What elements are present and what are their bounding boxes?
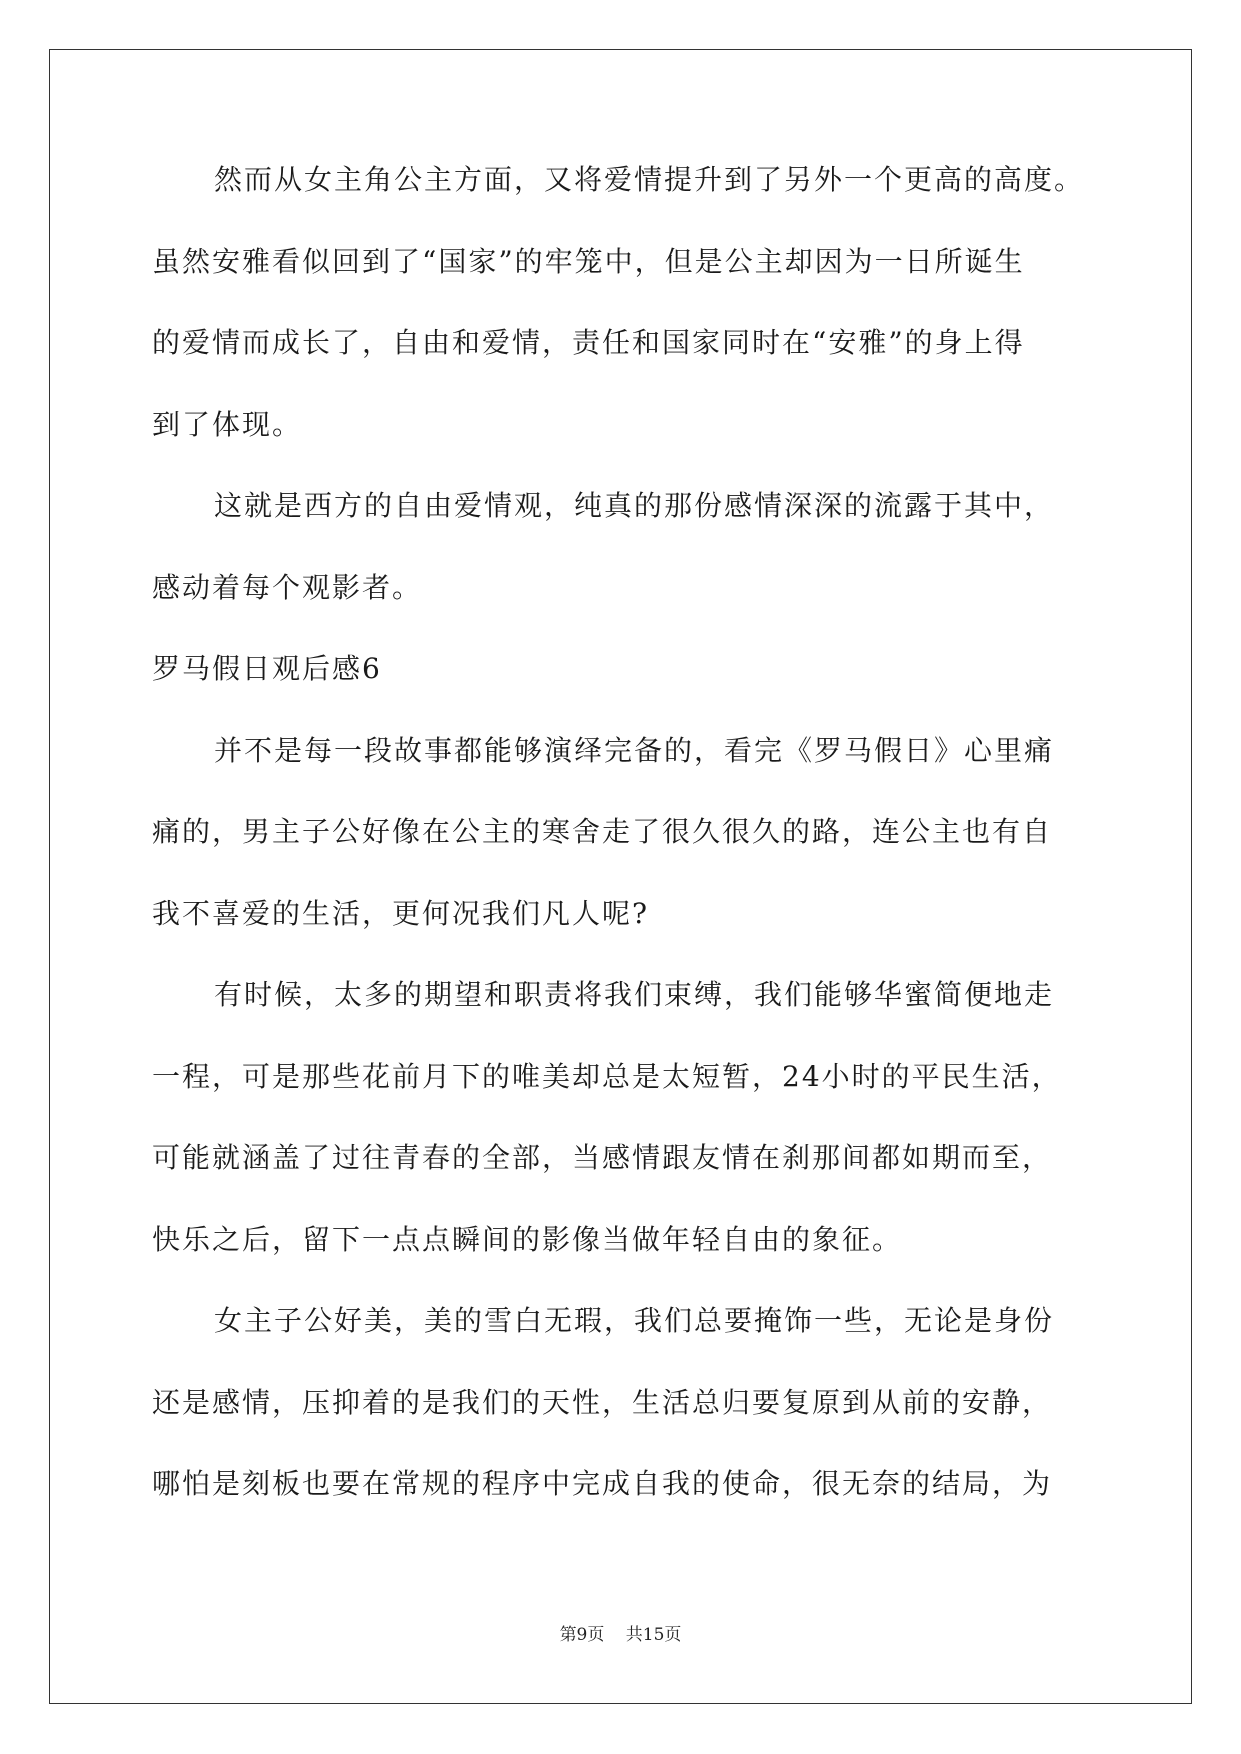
paragraph-line: 的爱情而成长了，自由和爱情，责任和国家同时在“安雅”的身上得 [152,326,1025,359]
page-total: 共15页 [625,1625,682,1645]
paragraph-line: 虽然安雅看似回到了“国家”的牢笼中，但是公主却因为一日所诞生 [152,244,1025,278]
paragraph-line: 有时候，太多的期望和职责将我们束缚，我们能够华蜜简便地走 [214,978,1055,1011]
paragraph-line: 哪怕是刻板也要在常规的程序中完成自我的使命，很无奈的结局，为 [152,1467,1053,1500]
paragraph-line: 可能就涵盖了过往青春的全部，当感情跟友情在刹那间都如期而至， [152,1141,1053,1174]
paragraph-line: 一程，可是那些花前月下的唯美却总是太短暂，24小时的平民生活， [152,1059,1062,1093]
paragraph-line: 到了体现。 [152,407,303,441]
paragraph-line: 还是感情，压抑着的是我们的天性，生活总归要复原到从前的安静， [152,1385,1053,1419]
paragraph-line: 并不是每一段故事都能够演绎完备的，看完《罗马假日》心里痛 [214,733,1055,767]
page-footer [0,1620,1241,1645]
page-number: 第9页 [559,1625,605,1645]
paragraph-line: 感动着每个观影者。 [152,570,423,604]
section-heading: 罗马假日观后感6 [152,652,382,685]
paragraph-line: 快乐之后，留下一点点瞬间的影像当做年轻自由的象征。 [152,1222,903,1256]
paragraph-line: 痛的，男主子公好像在公主的寒舍走了很久很久的路，连公主也有自 [152,815,1053,848]
paragraph-line: 女主子公好美，美的雪白无瑕，我们总要掩饰一些，无论是身份 [214,1304,1055,1337]
paragraph-line: 这就是西方的自由爱情观，纯真的那份感情深深的流露于其中， [214,489,1055,522]
document-body [152,160,1092,1546]
paragraph-line: 我不喜爱的生活，更何况我们凡人呢? [152,896,650,930]
paragraph-line: 然而从女主角公主方面，又将爱情提升到了另外一个更高的高度。 [214,163,1085,196]
